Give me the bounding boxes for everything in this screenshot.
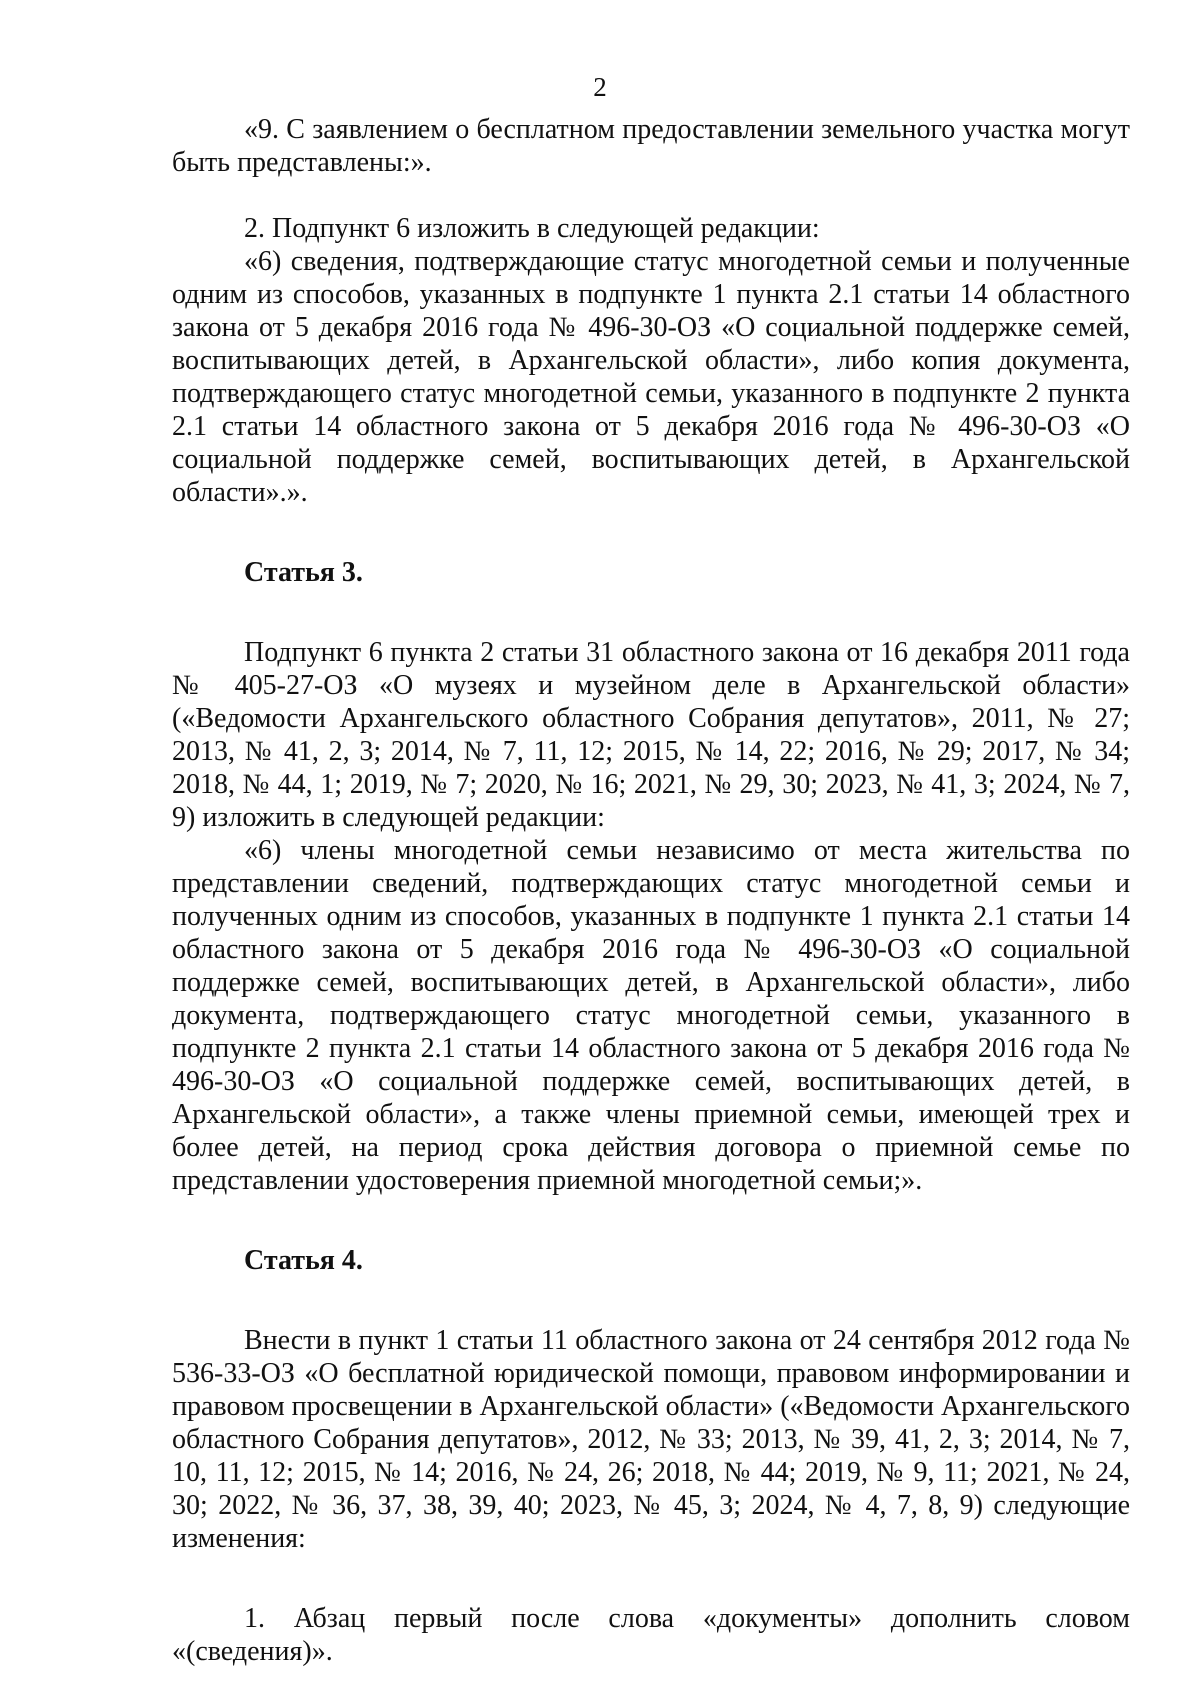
article-3-paragraph-1: Подпункт 6 пункта 2 статьи 31 областного закона от 16 декабря 2011 года № 405-27-ОЗ «О музеях и музейном деле в Архангельской области» («Ведомости Архангельского областного Собрания депутатов», 2011, № 27; 2013, № 41, 2, 3; 2014, № 7, 11, 12; 2015, № 14, 22; 2016, № 29; 2017, № 34; 2018, № 44, 1; 2019, № 7; 2020, № 16; 2021, № 29, 30; 2023, № 41, 3; 2024, № 7, 9) изложить в следующей редакции: (172, 637, 1130, 833)
article-4-paragraph-1: Внести в пункт 1 статьи 11 областного закона от 24 сентября 2012 года № 536-33-ОЗ «О бесплатной юридической помощи, правовом информировании и правовом просвещении в Архангельской области» («Ведомости Архангельского областного Собрания депутатов», 2012, № 33; 2013, № 39, 41, 2, 3; 2014, № 7, 10, 11, 12; 2015, № 14; 2016, № 24, 26; 2018, № 44; 2019, № 9, 11; 2021, № 24, 30; 2022, № 36, 37, 38, 39, 40; 2023, № 45, 3; 2024, № 4, 7, 8, 9) следующие изменения: (172, 1325, 1130, 1554)
paragraph-item-9-text: «9. С заявлением о бесплатном предоставлении земельного участка могут быть представлены:». (172, 114, 1130, 178)
paragraph-subpoint-6-text: «6) сведения, подтверждающие статус многодетной семьи и полученные одним из способов, указанных в подпункте 1 пункта 2.1 статьи 14 областного закона от 5 декабря 2016 года № 496-30-ОЗ «О социальной поддержке семей, воспитывающих детей, в Архангельской области», либо копия документа, подтверждающего статус многодетной семьи, указанного в подпункте 2 пункта 2.1 статьи 14 областного закона от 5 декабря 2016 года № 496-30-ОЗ «О социальной поддержке семей, воспитывающих детей, в Архангельской области».». (172, 246, 1130, 508)
article-3-paragraph-2: «6) члены многодетной семьи независимо от места жительства по представлении сведений, подтверждающих статус многодетной семьи и полученных одним из способов, указанных в подпункте 1 пункта 2.1 статьи 14 областного закона от 5 декабря 2016 года № 496-30-ОЗ «О социальной поддержке семей, воспитывающих детей, в Архангельской области», либо документа, подтверждающего статус многодетной семьи, указанного в подпункте 2 пункта 2.1 статьи 14 областного закона от 5 декабря 2016 года № 496-30-ОЗ «О социальной поддержке семей, воспитывающих детей, в Архангельской области», а также члены приемной семьи, имеющей трех и более детей, на период срока действия договора о приемной семье по представлении удостоверения приемной многодетной семьи;». (172, 835, 1130, 1196)
article-3-heading: Статья 3. (244, 557, 363, 588)
page-number: 2 (593, 72, 607, 102)
article-4-paragraph-2: 1. Абзац первый после слова «документы» дополнить словом «(сведения)». (172, 1603, 1130, 1667)
document-body (172, 113, 1130, 1668)
article-4-heading: Статья 4. (244, 1245, 363, 1276)
paragraph-subpoint-2-intro: 2. Подпункт 6 изложить в следующей редакции: (244, 213, 820, 244)
